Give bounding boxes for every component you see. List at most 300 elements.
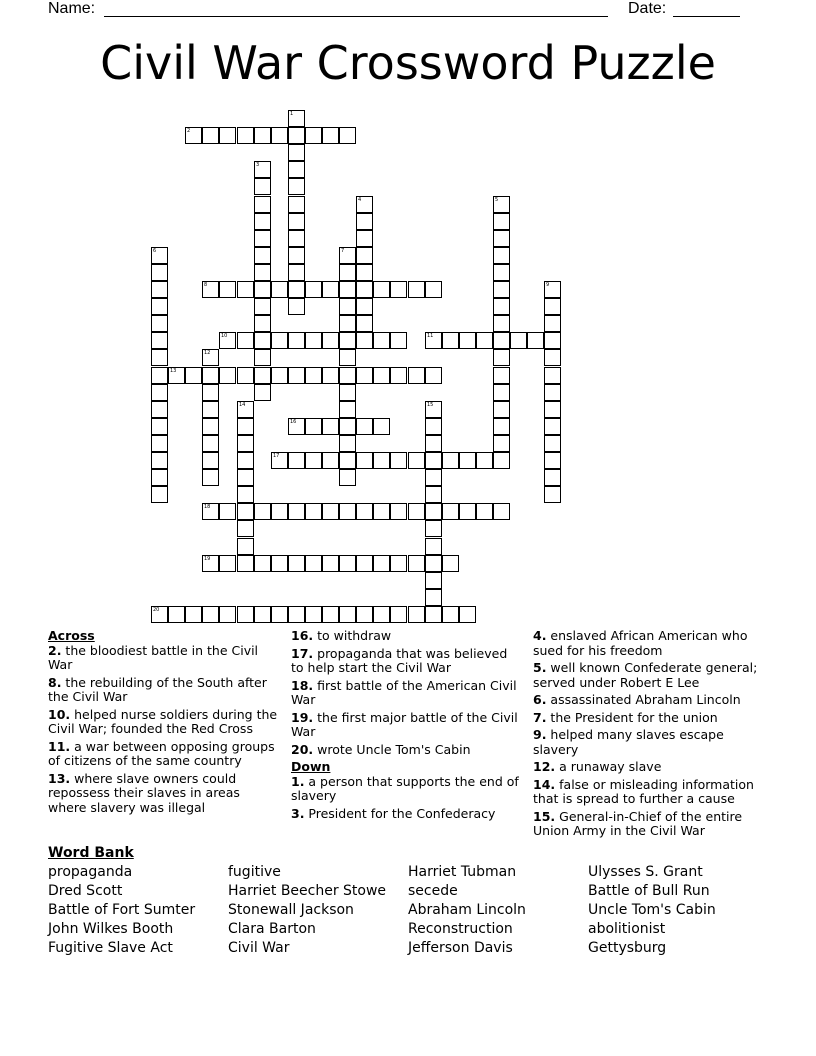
crossword-cell[interactable]: [237, 520, 254, 537]
crossword-cell[interactable]: [544, 401, 561, 418]
crossword-cell[interactable]: [237, 127, 254, 144]
crossword-cell[interactable]: [493, 401, 510, 418]
crossword-cell[interactable]: [237, 418, 254, 435]
clue-number-label: 15.: [533, 808, 556, 824]
crossword-cell[interactable]: [544, 315, 561, 332]
crossword-cell[interactable]: [373, 555, 390, 572]
crossword-cell[interactable]: [305, 418, 322, 435]
clue-column-1: [48, 629, 280, 818]
crossword-cell[interactable]: [425, 486, 442, 503]
crossword-cell[interactable]: [425, 401, 442, 418]
crossword-cell[interactable]: [151, 469, 168, 486]
crossword-cell[interactable]: [373, 452, 390, 469]
crossword-cell[interactable]: [151, 349, 168, 366]
crossword-cell[interactable]: [390, 367, 407, 384]
crossword-cell[interactable]: [254, 315, 271, 332]
crossword-cell[interactable]: [288, 144, 305, 161]
crossword-cell[interactable]: [425, 332, 442, 349]
crossword-cell[interactable]: [151, 281, 168, 298]
crossword-cell[interactable]: [271, 127, 288, 144]
crossword-cell[interactable]: [390, 332, 407, 349]
crossword-cell[interactable]: [425, 589, 442, 606]
crossword-cell[interactable]: [425, 418, 442, 435]
word-bank-item: Dred Scott: [48, 883, 123, 899]
crossword-cell[interactable]: [254, 264, 271, 281]
clue-text: helped many slaves escape slavery: [533, 727, 724, 757]
crossword-cell[interactable]: [373, 606, 390, 623]
word-bank-item: Stonewall Jackson: [228, 902, 354, 918]
crossword-cell[interactable]: [288, 555, 305, 572]
crossword-cell[interactable]: [544, 281, 561, 298]
clue-across-8: [48, 676, 280, 705]
crossword-cell[interactable]: [459, 503, 476, 520]
clue-number-label: 12.: [533, 759, 556, 774]
word-bank-item: Harriet Beecher Stowe: [228, 883, 387, 899]
crossword-cell[interactable]: [151, 298, 168, 315]
crossword-cell[interactable]: [527, 332, 544, 349]
crossword-cell[interactable]: [544, 332, 561, 349]
crossword-cell[interactable]: [339, 127, 356, 144]
crossword-cell[interactable]: [356, 503, 373, 520]
crossword-cell[interactable]: [237, 401, 254, 418]
crossword-cell[interactable]: [356, 281, 373, 298]
crossword-cell[interactable]: [339, 384, 356, 401]
crossword-cell[interactable]: [237, 486, 254, 503]
crossword-cell[interactable]: [339, 469, 356, 486]
clue-across-10: [48, 708, 280, 737]
crossword-cell[interactable]: [373, 281, 390, 298]
crossword-cell[interactable]: [151, 401, 168, 418]
clue-down-5: [533, 661, 765, 690]
word-bank-item: Harriet Tubman: [408, 864, 517, 880]
crossword-cell[interactable]: [322, 367, 339, 384]
crossword-cell[interactable]: [356, 196, 373, 213]
word-bank-item: Battle of Fort Sumter: [48, 902, 196, 918]
crossword-cell[interactable]: [219, 367, 236, 384]
crossword-cell[interactable]: [202, 367, 219, 384]
crossword-cell[interactable]: [544, 435, 561, 452]
crossword-cell[interactable]: [254, 332, 271, 349]
crossword-cell[interactable]: [510, 332, 527, 349]
crossword-cell[interactable]: [185, 367, 202, 384]
crossword-cell[interactable]: [476, 332, 493, 349]
crossword-cell[interactable]: [459, 452, 476, 469]
crossword-cell[interactable]: [356, 555, 373, 572]
crossword-cell[interactable]: [219, 127, 236, 144]
crossword-cell[interactable]: [219, 555, 236, 572]
crossword-cell[interactable]: [425, 435, 442, 452]
clue-number: 19: [204, 556, 211, 562]
word-bank-item: propaganda: [48, 864, 133, 880]
crossword-cell[interactable]: [168, 606, 185, 623]
clue-text: the bloodiest battle in the Civil War: [48, 642, 259, 672]
crossword-cell[interactable]: [254, 213, 271, 230]
word-bank: [48, 845, 768, 956]
crossword-cell[interactable]: [202, 127, 219, 144]
crossword-cell[interactable]: [442, 332, 459, 349]
clue-down-12: [533, 760, 765, 775]
crossword-cell[interactable]: [493, 503, 510, 520]
crossword-cell[interactable]: [219, 606, 236, 623]
down-heading: Down: [291, 759, 331, 774]
crossword-cell[interactable]: [425, 367, 442, 384]
crossword-cell[interactable]: [288, 110, 305, 127]
crossword-cell[interactable]: [356, 315, 373, 332]
crossword-cell[interactable]: [322, 555, 339, 572]
crossword-cell[interactable]: [442, 452, 459, 469]
crossword-cell[interactable]: [254, 127, 271, 144]
clue-number: 1: [290, 111, 294, 117]
crossword-cell[interactable]: [459, 606, 476, 623]
crossword-cell[interactable]: [288, 196, 305, 213]
crossword-cell[interactable]: [493, 230, 510, 247]
clue-number-label: 19.: [291, 709, 314, 725]
crossword-cell[interactable]: [151, 486, 168, 503]
crossword-cell[interactable]: [322, 127, 339, 144]
crossword-cell[interactable]: [288, 247, 305, 264]
crossword-cell[interactable]: [288, 503, 305, 520]
crossword-cell[interactable]: [202, 384, 219, 401]
crossword-cell[interactable]: [544, 418, 561, 435]
crossword-cell[interactable]: [356, 264, 373, 281]
crossword-cell[interactable]: [408, 452, 425, 469]
crossword-cell[interactable]: [339, 281, 356, 298]
crossword-cell[interactable]: [237, 606, 254, 623]
crossword-cell[interactable]: [288, 281, 305, 298]
word-bank-item: Clara Barton: [228, 921, 316, 937]
clue-number: 20: [153, 607, 160, 613]
clue-number-label: 4.: [533, 628, 547, 643]
crossword-cell[interactable]: [322, 606, 339, 623]
clue-down-7: [533, 711, 765, 726]
crossword-cell[interactable]: [305, 503, 322, 520]
clue-number-label: 11.: [48, 738, 71, 754]
crossword-cell[interactable]: [254, 196, 271, 213]
crossword-cell[interactable]: [254, 298, 271, 315]
crossword-cell[interactable]: [493, 196, 510, 213]
crossword-cell[interactable]: [219, 503, 236, 520]
crossword-cell[interactable]: [254, 281, 271, 298]
crossword-cell[interactable]: [151, 247, 168, 264]
crossword-cell[interactable]: [544, 452, 561, 469]
clue-text: a war between opposing groups of citizens of the same country: [48, 738, 275, 768]
crossword-cell[interactable]: [202, 418, 219, 435]
crossword-cell[interactable]: [254, 503, 271, 520]
crossword-cell[interactable]: [390, 452, 407, 469]
crossword-cell[interactable]: [544, 367, 561, 384]
crossword-cell[interactable]: [288, 606, 305, 623]
word-bank-item: fugitive: [228, 864, 281, 880]
clue-text: propaganda that was believed to help start the Civil War: [291, 645, 508, 675]
clue-number-label: 10.: [48, 706, 71, 722]
across-heading: Across: [48, 628, 95, 643]
crossword-cell[interactable]: [185, 606, 202, 623]
crossword-cell[interactable]: [322, 503, 339, 520]
crossword-cell[interactable]: [305, 332, 322, 349]
crossword-cell[interactable]: [339, 555, 356, 572]
crossword-cell[interactable]: [339, 298, 356, 315]
crossword-cell[interactable]: [425, 503, 442, 520]
crossword-cell[interactable]: [322, 332, 339, 349]
crossword-cell[interactable]: [151, 606, 168, 623]
clue-across-16: [291, 629, 523, 644]
crossword-cell[interactable]: [425, 606, 442, 623]
page-title: Civil War Crossword Puzzle: [100, 36, 716, 90]
crossword-cell[interactable]: [271, 555, 288, 572]
crossword-cell[interactable]: [373, 418, 390, 435]
crossword-cell[interactable]: [254, 606, 271, 623]
crossword-cell[interactable]: [373, 367, 390, 384]
crossword-cell[interactable]: [168, 367, 185, 384]
crossword-cell[interactable]: [408, 367, 425, 384]
crossword-cell[interactable]: [219, 332, 236, 349]
crossword-cell[interactable]: [254, 349, 271, 366]
crossword-cell[interactable]: [493, 384, 510, 401]
crossword-cell[interactable]: [425, 572, 442, 589]
crossword-cell[interactable]: [151, 332, 168, 349]
crossword-cell[interactable]: [356, 452, 373, 469]
crossword-cell[interactable]: [493, 452, 510, 469]
crossword-cell[interactable]: [237, 555, 254, 572]
clue-number: 15: [427, 402, 434, 408]
crossword-cell[interactable]: [339, 264, 356, 281]
crossword-cell[interactable]: [271, 452, 288, 469]
clue-number-label: 3.: [291, 805, 305, 821]
clue-text: General-in-Chief of the entire Union Army in the Civil War: [533, 808, 743, 838]
clue-number: 2: [187, 128, 191, 134]
crossword-cell[interactable]: [442, 555, 459, 572]
clue-number: 12: [204, 350, 211, 356]
crossword-cell[interactable]: [254, 555, 271, 572]
crossword-cell[interactable]: [356, 606, 373, 623]
crossword-cell[interactable]: [339, 606, 356, 623]
crossword-cell[interactable]: [442, 503, 459, 520]
crossword-cell[interactable]: [254, 178, 271, 195]
crossword-cell[interactable]: [408, 503, 425, 520]
crossword-cell[interactable]: [339, 332, 356, 349]
crossword-cell[interactable]: [544, 349, 561, 366]
crossword-cell[interactable]: [356, 367, 373, 384]
crossword-cell[interactable]: [271, 503, 288, 520]
crossword-cell[interactable]: [305, 127, 322, 144]
crossword-cell[interactable]: [408, 606, 425, 623]
clue-number-label: 5.: [533, 660, 547, 675]
clue-number: 16: [290, 419, 297, 425]
word-bank-item: Civil War: [228, 940, 290, 956]
crossword-cell[interactable]: [237, 538, 254, 555]
crossword-cell[interactable]: [237, 469, 254, 486]
crossword-cell[interactable]: [493, 247, 510, 264]
crossword-cell[interactable]: [390, 555, 407, 572]
crossword-cell[interactable]: [288, 213, 305, 230]
crossword-cell[interactable]: [271, 367, 288, 384]
crossword-cell[interactable]: [271, 606, 288, 623]
crossword-cell[interactable]: [339, 315, 356, 332]
crossword-cell[interactable]: [493, 367, 510, 384]
clue-text: to withdraw: [313, 628, 392, 643]
clue-text: well known Confederate general; served under Robert E Lee: [533, 660, 758, 690]
word-bank-title: Word Bank: [48, 845, 134, 861]
crossword-cell[interactable]: [356, 230, 373, 247]
crossword-cell[interactable]: [202, 281, 219, 298]
crossword-cell[interactable]: [202, 401, 219, 418]
crossword-cell[interactable]: [288, 127, 305, 144]
crossword-cell[interactable]: [202, 349, 219, 366]
crossword-cell[interactable]: [390, 606, 407, 623]
crossword-cell[interactable]: [151, 264, 168, 281]
clue-text: helped nurse soldiers during the Civil War; founded the Red Cross: [48, 706, 278, 736]
crossword-cell[interactable]: [544, 384, 561, 401]
clue-down-9: [533, 728, 765, 757]
crossword-cell[interactable]: [288, 178, 305, 195]
crossword-cell[interactable]: [425, 452, 442, 469]
crossword-cell[interactable]: [305, 606, 322, 623]
crossword-cell[interactable]: [339, 503, 356, 520]
word-bank-item: Jefferson Davis: [408, 940, 513, 956]
crossword-cell[interactable]: [237, 332, 254, 349]
crossword-cell[interactable]: [356, 298, 373, 315]
crossword-cell[interactable]: [202, 606, 219, 623]
crossword-cell[interactable]: [237, 503, 254, 520]
crossword-cell[interactable]: [202, 503, 219, 520]
clue-number-label: 6.: [533, 692, 547, 707]
crossword-cell[interactable]: [305, 555, 322, 572]
crossword-cell[interactable]: [544, 298, 561, 315]
clue-text: enslaved African American who sued for his freedom: [533, 628, 748, 658]
clue-text: a person that supports the end of slavery: [291, 773, 519, 803]
crossword-cell[interactable]: [254, 230, 271, 247]
crossword-cell[interactable]: [339, 418, 356, 435]
crossword-cell[interactable]: [339, 452, 356, 469]
crossword-cell[interactable]: [390, 503, 407, 520]
clue-down-1: [291, 775, 523, 804]
crossword-cell[interactable]: [339, 435, 356, 452]
crossword-cell[interactable]: [305, 281, 322, 298]
clue-text: the first major battle of the Civil War: [291, 709, 518, 739]
crossword-cell[interactable]: [425, 469, 442, 486]
crossword-cell[interactable]: [356, 332, 373, 349]
crossword-cell[interactable]: [151, 367, 168, 384]
crossword-cell[interactable]: [271, 281, 288, 298]
crossword-cell[interactable]: [254, 247, 271, 264]
crossword-cell[interactable]: [373, 503, 390, 520]
crossword-cell[interactable]: [442, 606, 459, 623]
crossword-cell[interactable]: [493, 435, 510, 452]
crossword-cell[interactable]: [425, 555, 442, 572]
crossword-cell[interactable]: [288, 332, 305, 349]
crossword-cell[interactable]: [493, 332, 510, 349]
crossword-cell[interactable]: [493, 281, 510, 298]
crossword-cell[interactable]: [408, 555, 425, 572]
crossword-cell[interactable]: [202, 555, 219, 572]
crossword-cell[interactable]: [322, 281, 339, 298]
crossword-cell[interactable]: [544, 486, 561, 503]
clue-number: 13: [170, 368, 177, 374]
crossword-cell[interactable]: [202, 435, 219, 452]
crossword-cell[interactable]: [493, 264, 510, 281]
crossword-cell[interactable]: [237, 452, 254, 469]
crossword-cell[interactable]: [151, 435, 168, 452]
crossword-cell[interactable]: [288, 418, 305, 435]
crossword-cell[interactable]: [408, 281, 425, 298]
crossword-cell[interactable]: [288, 367, 305, 384]
crossword-cell[interactable]: [219, 281, 236, 298]
crossword-cell[interactable]: [322, 452, 339, 469]
crossword-cell[interactable]: [202, 469, 219, 486]
crossword-cell[interactable]: [305, 452, 322, 469]
crossword-cell[interactable]: [373, 332, 390, 349]
crossword-cell[interactable]: [459, 332, 476, 349]
crossword-cell[interactable]: [185, 127, 202, 144]
crossword-cell[interactable]: [288, 161, 305, 178]
crossword-cell[interactable]: [237, 435, 254, 452]
clue-down-4: [533, 629, 765, 658]
crossword-cell[interactable]: [476, 503, 493, 520]
crossword-cell[interactable]: [493, 213, 510, 230]
crossword-cell[interactable]: [425, 281, 442, 298]
crossword-cell[interactable]: [425, 538, 442, 555]
crossword-cell[interactable]: [322, 418, 339, 435]
crossword-cell[interactable]: [288, 452, 305, 469]
crossword-cell[interactable]: [151, 315, 168, 332]
crossword-cell[interactable]: [339, 247, 356, 264]
clue-column-2: [291, 629, 523, 824]
crossword-cell[interactable]: [151, 452, 168, 469]
crossword-cell[interactable]: [493, 418, 510, 435]
crossword-cell[interactable]: [237, 281, 254, 298]
crossword-cell[interactable]: [425, 520, 442, 537]
crossword-cell[interactable]: [339, 401, 356, 418]
word-bank-item: abolitionist: [588, 921, 666, 937]
crossword-cell[interactable]: [493, 315, 510, 332]
clue-number-label: 8.: [48, 674, 62, 690]
crossword-cell[interactable]: [254, 161, 271, 178]
clue-number: 3: [256, 162, 260, 168]
crossword-cell[interactable]: [356, 418, 373, 435]
clue-number-label: 17.: [291, 645, 314, 661]
crossword-cell[interactable]: [151, 418, 168, 435]
crossword-cell[interactable]: [493, 298, 510, 315]
crossword-cell[interactable]: [151, 384, 168, 401]
crossword-cell[interactable]: [544, 469, 561, 486]
clue-text: where slave owners could repossess their slaves in areas where slavery was illegal: [48, 770, 240, 815]
clue-down-15: [533, 810, 765, 839]
crossword-cell[interactable]: [476, 452, 493, 469]
crossword-cell[interactable]: [288, 264, 305, 281]
crossword-cell[interactable]: [271, 332, 288, 349]
crossword-cell[interactable]: [288, 298, 305, 315]
crossword-cell[interactable]: [493, 349, 510, 366]
clue-number-label: 1.: [291, 773, 305, 789]
crossword-cell[interactable]: [288, 230, 305, 247]
crossword-cell[interactable]: [254, 367, 271, 384]
clue-number: 11: [427, 333, 434, 339]
crossword-cell[interactable]: [254, 384, 271, 401]
crossword-cell[interactable]: [305, 367, 322, 384]
crossword-cell[interactable]: [356, 213, 373, 230]
crossword-cell[interactable]: [202, 452, 219, 469]
clue-number: 7: [341, 248, 345, 254]
clue-text: first battle of the American Civil War: [291, 677, 517, 707]
word-bank-item: Fugitive Slave Act: [48, 940, 173, 956]
crossword-cell[interactable]: [339, 367, 356, 384]
clue-across-18: [291, 679, 523, 708]
crossword-cell[interactable]: [339, 349, 356, 366]
clue-text: a runaway slave: [555, 759, 662, 774]
crossword-cell[interactable]: [356, 247, 373, 264]
crossword-cell[interactable]: [237, 367, 254, 384]
crossword-cell[interactable]: [390, 281, 407, 298]
